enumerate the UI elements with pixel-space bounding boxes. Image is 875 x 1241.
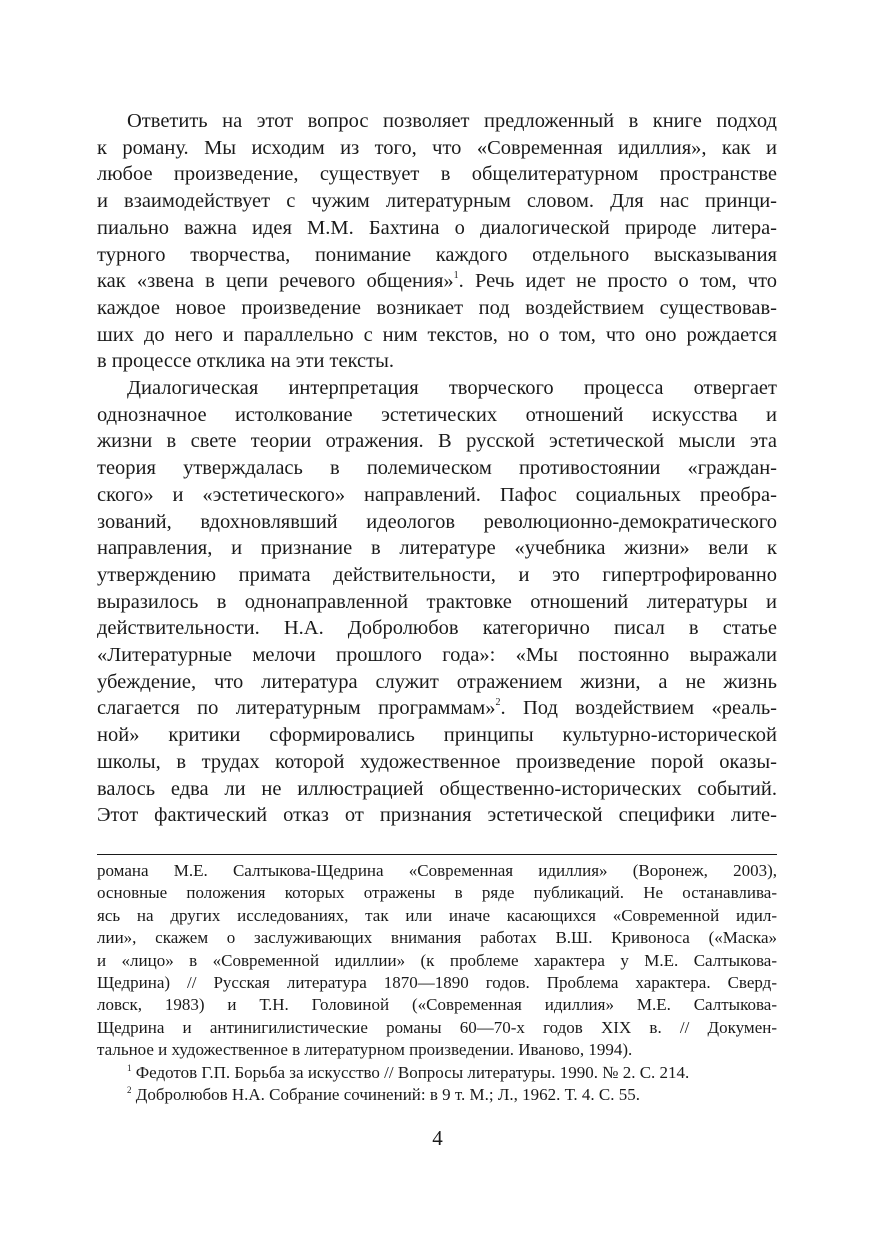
footnote-line: ловск, 1983) и Т.Н. Головиной («Современная идиллия» М.Е. Салтыкова- xyxy=(97,995,777,1015)
text-line: действительности. Н.А. Добролюбов категорично писал в статье xyxy=(97,617,777,640)
text-line: Диалогическая интерпретация творческого процесса отвергает xyxy=(127,377,777,400)
footnote-line: и «лицо» в «Современной идиллии» (к проблеме характера у М.Е. Салтыкова- xyxy=(97,950,777,970)
footnote-line: основные положения которых отражены в ряде публикаций. Не останавлива- xyxy=(97,883,777,903)
text-line: убеждение, что литература служит отражением жизни, а не жизнь xyxy=(97,670,777,693)
text-line: слагается по литературным программам»$^2$. Под воздействием «реаль- xyxy=(97,697,777,720)
text-line: зований, вдохновлявший идеологов революционно-демократического xyxy=(97,510,777,533)
text-line: валось едва ли не иллюстрацией общественно-исторических событий. xyxy=(97,777,777,800)
footnote-line: тальное и художественное в литературном произведении. Иваново, 1994). xyxy=(97,1040,633,1060)
text-line: каждое новое произведение возникает под воздействием существовав- xyxy=(97,296,777,319)
footnote-line: романа М.Е. Салтыкова-Щедрина «Современная идиллия» (Воронеж, 2003), xyxy=(97,861,777,880)
text-line: ского» и «эстетического» направлений. Пафос социальных преобра- xyxy=(97,483,777,506)
footnote-2: $^2$ Добролюбов Н.А. Собрание сочинений: в 9 т. М.; Л., 1962. Т. 4. С. 55. xyxy=(127,1085,640,1105)
text-line: ной» критики сформировались принципы культурно-исторической xyxy=(97,724,777,747)
footnote-separator xyxy=(97,854,777,855)
text-line: Этот фактический отказ от признания эстетической специфики лите- xyxy=(97,804,777,827)
text-line: Ответить на этот вопрос позволяет предложенный в книге подход xyxy=(127,110,777,132)
footnote-line: Щедрина и антинигилистические романы 60—70-х годов XIX в. // Докумен- xyxy=(97,1017,777,1037)
text-line: школы, в трудах которой художественное произведение порой оказы- xyxy=(97,750,777,773)
text-line: любое произведение, существует в общелитературном пространстве xyxy=(97,163,777,186)
text-line: пиально важна идея М.М. Бахтина о диалогической природе литера- xyxy=(97,216,777,239)
footnote-line: лии», скажем о заслуживающих внимания работах В.Ш. Кривоноса («Маска» xyxy=(97,928,777,948)
text-line: как «звена в цепи речевого общения»$^1$. Речь идет не просто о том, что xyxy=(97,270,778,293)
text-line: «Литературные мелочи прошлого года»: «Мы постоянно выражали xyxy=(97,644,777,667)
paragraph xyxy=(97,108,777,375)
footnote-line: Щедрина) // Русская литература 1870—1890 годов. Проблема характера. Сверд- xyxy=(97,973,777,993)
paragraph xyxy=(97,375,777,829)
text-line: в процессе отклика на эти тексты. xyxy=(97,350,395,373)
text-line: ших до него и параллельно с ним текстов, но о том, что оно рождается xyxy=(97,323,777,346)
footnote-ref: 2 xyxy=(495,697,501,709)
page-number: 4 xyxy=(432,1126,443,1150)
footnote-line: ясь на других исследованиях, так или иначе касающихся «Современной идил- xyxy=(97,905,777,925)
footnotes xyxy=(97,860,777,1106)
text-line: турного творчества, понимание каждого отдельного высказывания xyxy=(97,243,777,266)
footnote-1: $^1$ Федотов Г.П. Борьба за искусство // Вопросы литературы. 1990. № 2. С. 214. xyxy=(127,1062,690,1082)
footnote-number: 2 xyxy=(127,1085,132,1096)
footnote-number: 1 xyxy=(127,1062,132,1073)
text-line: выразилось в однонаправленной трактовке отношений литературы и xyxy=(97,590,777,613)
text-line: утверждению примата действительности, и это гипертрофированно xyxy=(97,563,777,586)
text-line: теория утверждалась в полемическом противостоянии «граждан- xyxy=(97,457,777,480)
text-line: жизни в свете теории отражения. В русской эстетической мысли эта xyxy=(97,430,777,453)
text-line: и взаимодействует с чужим литературным словом. Для нас принци- xyxy=(97,190,777,213)
main-text xyxy=(97,108,777,829)
text-line: к роману. Мы исходим из того, что «Современная идиллия», как и xyxy=(97,136,777,159)
footnote-ref: 1 xyxy=(453,270,459,282)
text-line: направления, и признание в литературе «учебника жизни» вели к xyxy=(97,537,777,560)
text-line: однозначное истолкование эстетических отношений искусства и xyxy=(97,403,777,426)
